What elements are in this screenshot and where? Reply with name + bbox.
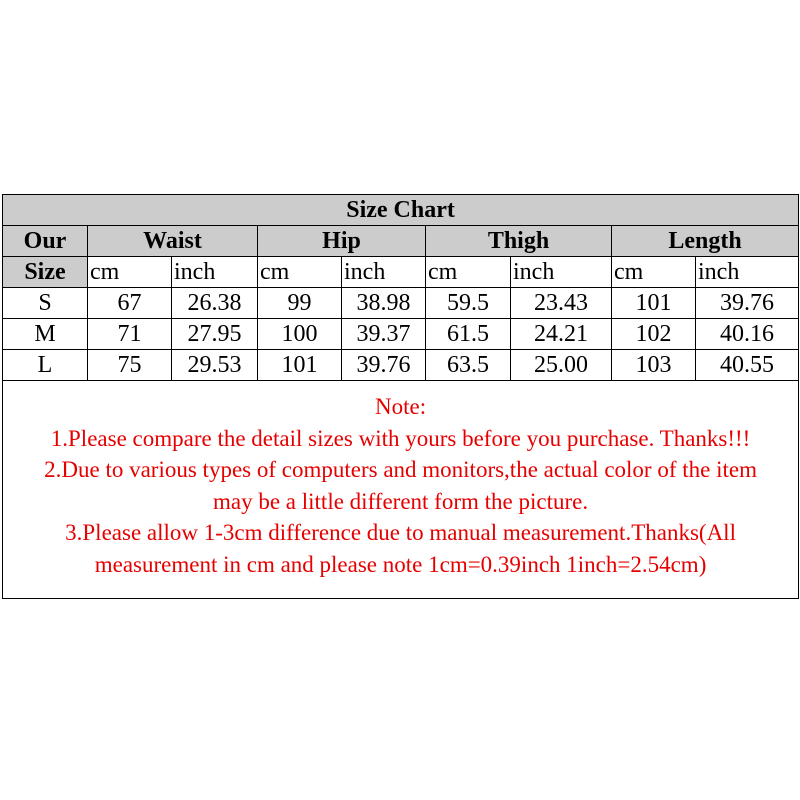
table-cell: 61.5 — [426, 319, 511, 350]
chart-title: Size Chart — [3, 195, 799, 226]
unit-cell: inch — [511, 257, 612, 288]
note-line-2b: may be a little different form the picture. — [213, 488, 589, 514]
size-label: M — [3, 319, 88, 350]
table-cell: 38.98 — [342, 288, 426, 319]
table-row — [3, 288, 799, 319]
note-line-3a: 3.Please allow 1-3cm difference due to manual measurement.Thanks(All — [65, 520, 736, 545]
unit-cell: inch — [342, 257, 426, 288]
table-cell: 26.38 — [172, 288, 258, 319]
table-cell: 103 — [612, 350, 696, 381]
group-header-thigh: Thigh — [426, 226, 612, 257]
table-row — [3, 350, 799, 381]
table-cell: 101 — [258, 350, 342, 381]
group-header-waist: Waist — [88, 226, 258, 257]
unit-cell: inch — [696, 257, 799, 288]
unit-header-row — [3, 257, 799, 288]
unit-cell: inch — [172, 257, 258, 288]
table-cell: 39.76 — [342, 350, 426, 381]
table-cell: 29.53 — [172, 350, 258, 381]
size-label: S — [3, 288, 88, 319]
note-heading: Note: — [375, 394, 427, 419]
size-header-top: Our — [3, 226, 88, 257]
table-cell: 39.76 — [696, 288, 799, 319]
group-header-length: Length — [612, 226, 799, 257]
table-cell: 71 — [88, 319, 172, 350]
table-cell: 59.5 — [426, 288, 511, 319]
unit-cell: cm — [426, 257, 511, 288]
group-header-row — [3, 226, 799, 257]
table-cell: 24.21 — [511, 319, 612, 350]
table-cell: 99 — [258, 288, 342, 319]
table-row — [3, 319, 799, 350]
note-line-2a: 2.Due to various types of computers and monitors,the actual color of the item — [44, 457, 757, 482]
table-cell: 75 — [88, 350, 172, 381]
table-cell: 25.00 — [511, 350, 612, 381]
table-cell: 40.55 — [696, 350, 799, 381]
table-cell: 27.95 — [172, 319, 258, 350]
notes-panel — [3, 381, 799, 599]
table-cell: 39.37 — [342, 319, 426, 350]
title-row — [3, 195, 799, 226]
unit-cell: cm — [612, 257, 696, 288]
table-cell: 40.16 — [696, 319, 799, 350]
notes-row — [3, 381, 799, 599]
note-line-3b: measurement in cm and please note 1cm=0.39inch 1inch=2.54cm) — [94, 551, 707, 577]
size-chart-table — [2, 194, 799, 599]
table-cell: 23.43 — [511, 288, 612, 319]
unit-cell: cm — [88, 257, 172, 288]
note-line-1: 1.Please compare the detail sizes with yours before you purchase. Thanks!!! — [50, 425, 751, 451]
group-header-hip: Hip — [258, 226, 426, 257]
size-label: L — [3, 350, 88, 381]
unit-cell: cm — [258, 257, 342, 288]
table-cell: 67 — [88, 288, 172, 319]
table-cell: 100 — [258, 319, 342, 350]
table-cell: 63.5 — [426, 350, 511, 381]
table-cell: 102 — [612, 319, 696, 350]
table-cell: 101 — [612, 288, 696, 319]
size-header-bottom: Size — [3, 257, 88, 288]
